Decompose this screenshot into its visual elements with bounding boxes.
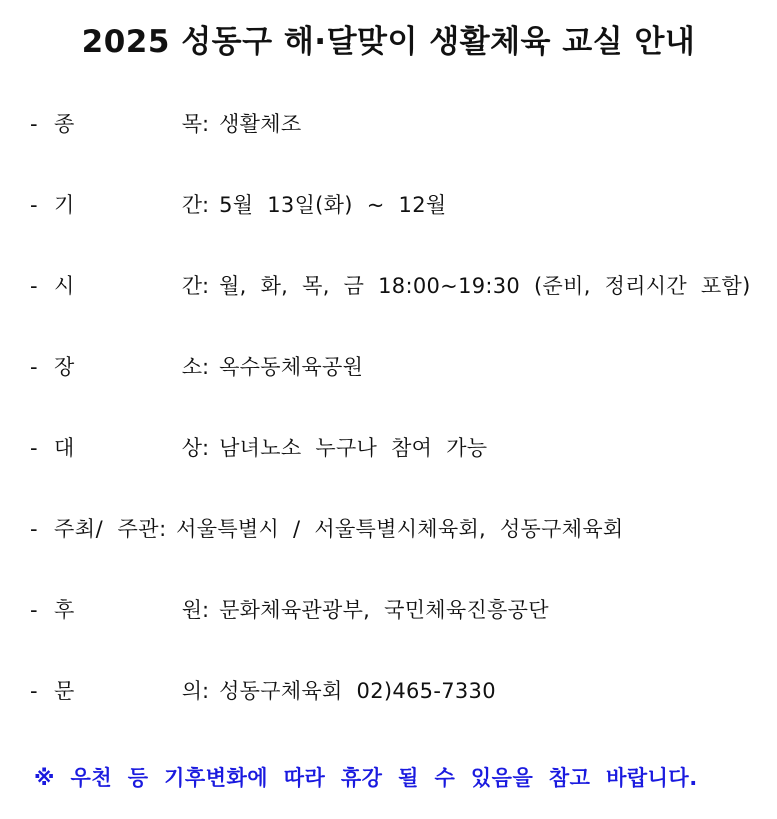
value-organizer: 서울특별시 / 서울특별시체육회, 성동구체육회	[176, 517, 624, 541]
label-contact-last: 의	[181, 679, 202, 703]
page-title: 2025 성동구 해·달맞이 생활체육 교실 안내	[81, 24, 696, 60]
value-contact: 성동구체육회 02)465-7330	[219, 679, 496, 703]
label-contact	[54, 675, 202, 705]
info-row-contact	[30, 675, 770, 756]
label-target	[54, 432, 202, 462]
label-period-last: 간	[181, 193, 202, 217]
info-row-place	[30, 351, 770, 432]
label-target-last: 상	[181, 436, 202, 460]
info-row-period	[30, 189, 770, 270]
label-sport-last: 목	[181, 112, 202, 136]
bullet-dash: -	[30, 436, 38, 460]
bullet-dash: -	[30, 274, 38, 298]
value-period: 5월 13일(화) ~ 12월	[219, 193, 447, 217]
label-place	[54, 351, 202, 381]
info-row-target	[30, 432, 770, 513]
label-period	[54, 189, 202, 219]
info-row-time	[30, 270, 770, 351]
label-time-first: 시	[54, 274, 75, 298]
label-sponsor-first: 후	[54, 598, 75, 622]
colon: :	[202, 112, 210, 136]
label-sponsor	[54, 594, 202, 624]
value-time: 월, 화, 목, 금 18:00~19:30 (준비, 정리시간 포함)	[219, 274, 751, 298]
colon: :	[202, 193, 210, 217]
label-target-first: 대	[54, 436, 75, 460]
label-time-last: 간	[181, 274, 202, 298]
colon: :	[202, 436, 210, 460]
bullet-dash: -	[30, 112, 38, 136]
colon: :	[202, 274, 210, 298]
bullet-dash: -	[30, 517, 38, 541]
info-list	[30, 108, 770, 756]
label-period-first: 기	[54, 193, 75, 217]
value-sport: 생활체조	[219, 112, 302, 136]
label-sport	[54, 108, 202, 138]
label-sponsor-last: 원	[181, 598, 202, 622]
bullet-dash: -	[30, 193, 38, 217]
colon: :	[202, 355, 210, 379]
colon: :	[159, 517, 167, 541]
value-target: 남녀노소 누구나 참여 가능	[219, 436, 488, 460]
bullet-dash: -	[30, 598, 38, 622]
bullet-dash: -	[30, 355, 38, 379]
label-contact-first: 문	[54, 679, 75, 703]
colon: :	[202, 598, 210, 622]
label-time	[54, 270, 202, 300]
label-place-first: 장	[54, 355, 75, 379]
label-place-last: 소	[181, 355, 202, 379]
label-sport-first: 종	[54, 112, 75, 136]
colon: :	[202, 679, 210, 703]
info-row-sport	[30, 108, 770, 189]
value-sponsor: 문화체육관광부, 국민체육진흥공단	[219, 598, 549, 622]
bullet-dash: -	[30, 679, 38, 703]
weather-notice: ※ 우천 등 기후변화에 따라 휴강 될 수 있음을 참고 바랍니다.	[34, 766, 698, 790]
value-place: 옥수동체육공원	[219, 355, 364, 379]
label-organizer: 주최/ 주관	[54, 517, 160, 541]
info-row-organizer	[30, 513, 770, 594]
info-row-sponsor	[30, 594, 770, 675]
